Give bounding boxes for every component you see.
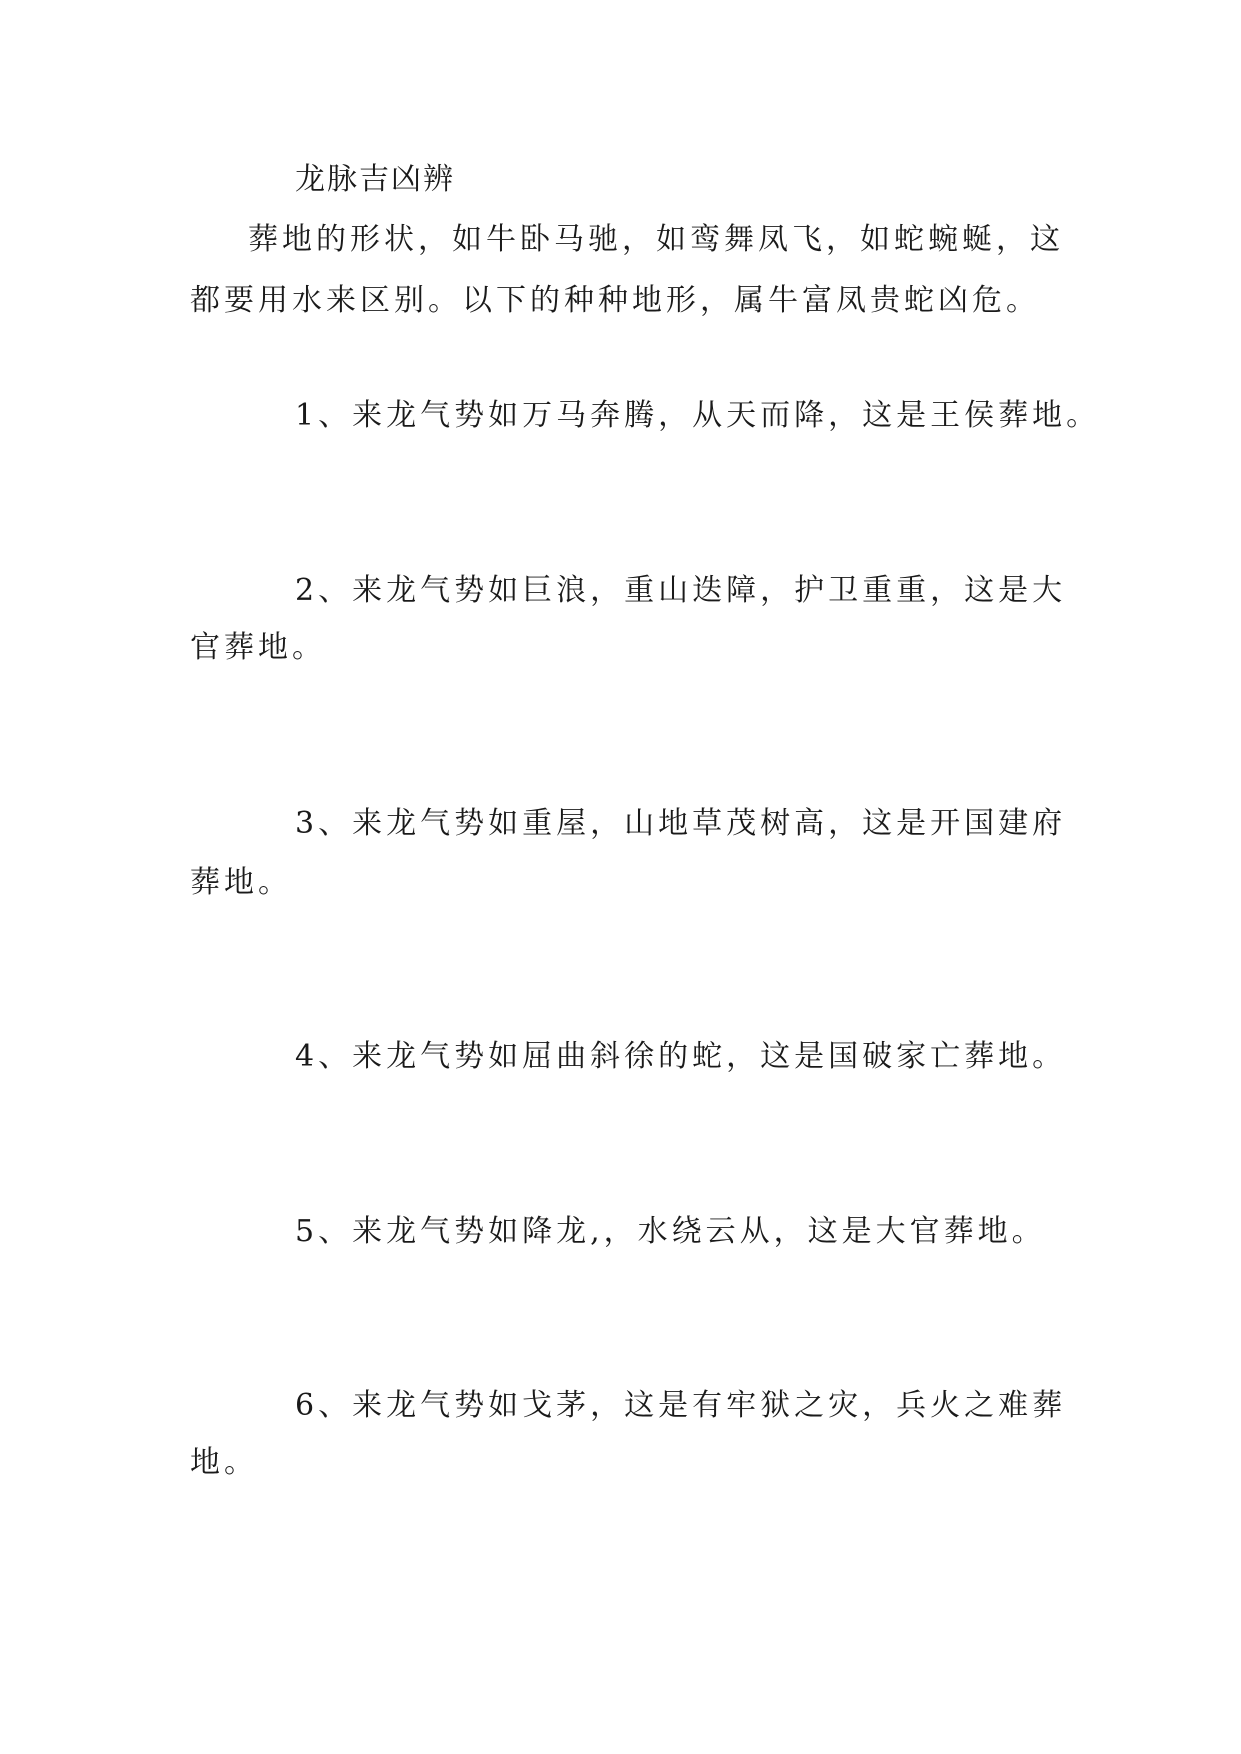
list-item-3-line-2: 葬地。 xyxy=(190,865,292,900)
list-item-5: 5、来龙气势如降龙,，水绕云从，这是大官葬地。 xyxy=(295,1214,1046,1249)
list-item-4: 4、来龙气势如屈曲斜徐的蛇，这是国破家亡葬地。 xyxy=(295,1039,1067,1074)
intro-paragraph-line-1: 葬地的形状，如牛卧马驰，如鸾舞凤飞，如蛇蜿蜒，这 xyxy=(248,222,1064,257)
list-item-1: 1、来龙气势如万马奔腾，从天而降，这是王侯葬地。 xyxy=(295,398,1101,433)
list-item-3-line-1: 3、来龙气势如重屋，山地草茂树高，这是开国建府 xyxy=(295,806,1067,841)
list-item-6-line-2: 地。 xyxy=(190,1445,258,1480)
list-item-2-line-2: 官葬地。 xyxy=(190,630,326,665)
list-item-6-line-1: 6、来龙气势如戈茅，这是有牢狱之灾，兵火之难葬 xyxy=(295,1388,1067,1423)
intro-paragraph-line-2: 都要用水来区别。以下的种种地形，属牛富凤贵蛇凶危。 xyxy=(190,283,1040,318)
document-title: 龙脉吉凶辨 xyxy=(295,162,455,197)
list-item-2-line-1: 2、来龙气势如巨浪，重山迭障，护卫重重，这是大 xyxy=(295,573,1067,608)
